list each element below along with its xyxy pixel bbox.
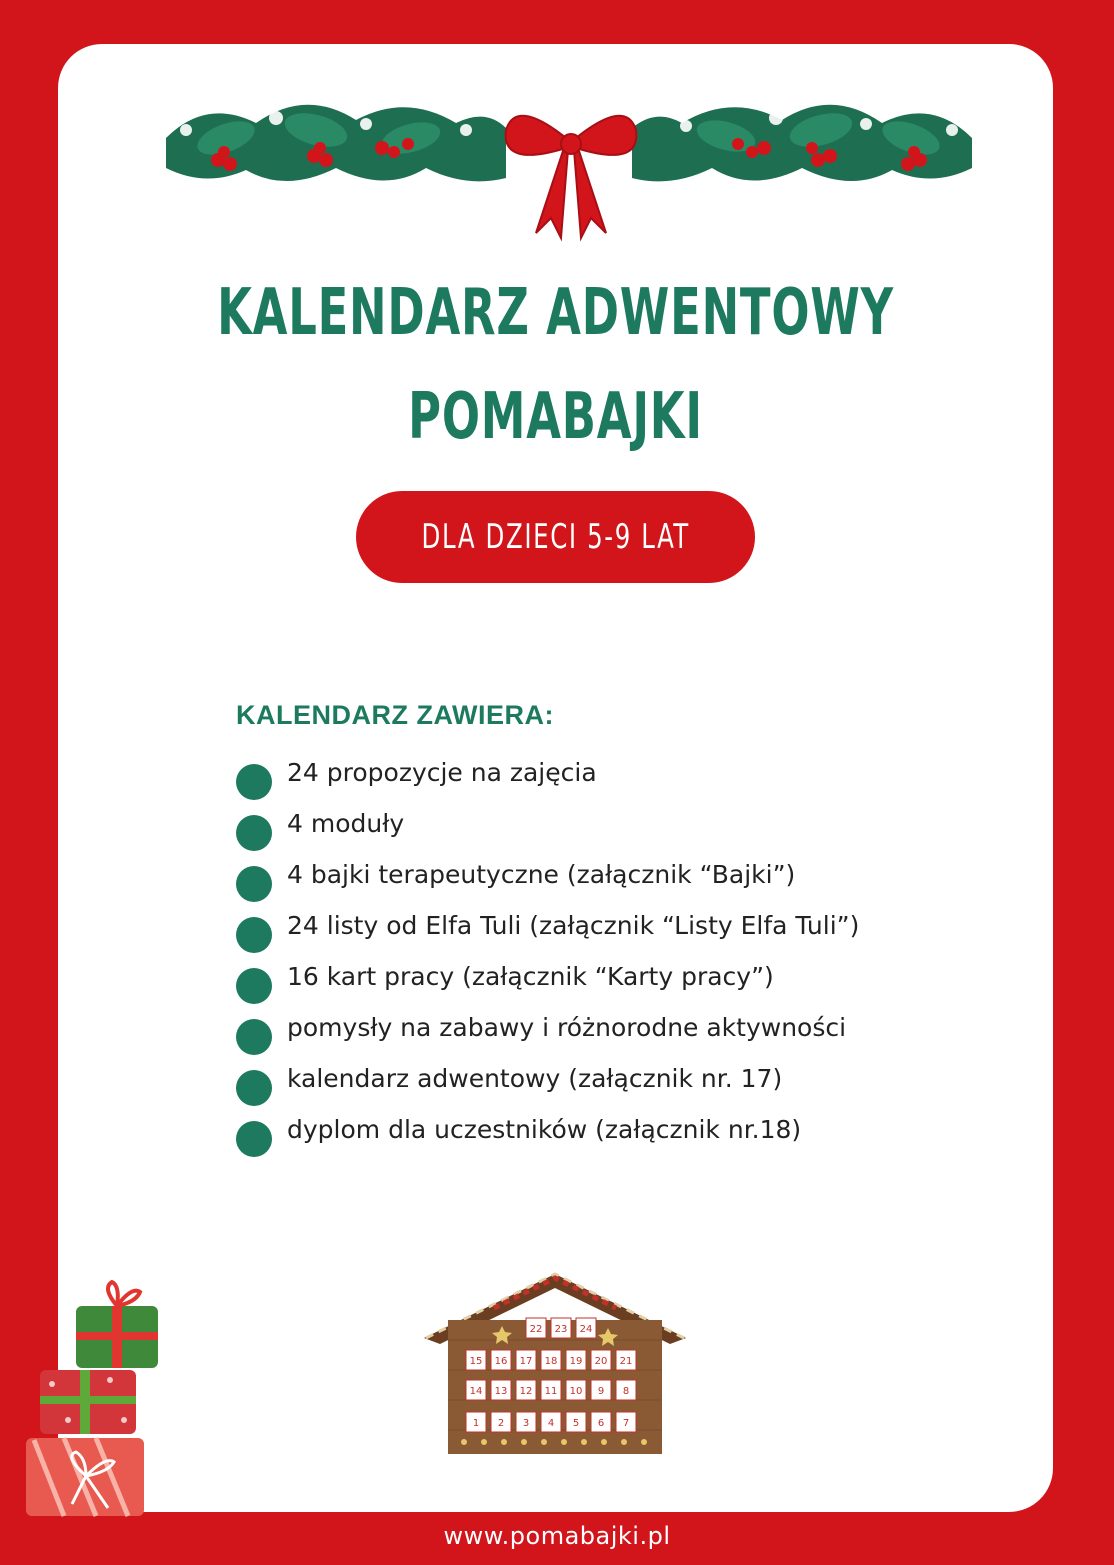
- calendar-day: 11: [544, 1386, 558, 1397]
- calendar-day: 2: [497, 1418, 505, 1429]
- calendar-day: 4: [547, 1418, 555, 1429]
- footer-url[interactable]: www.pomabajki.pl: [443, 1522, 671, 1550]
- calendar-day: 1: [472, 1418, 480, 1429]
- calendar-day: 21: [619, 1356, 633, 1367]
- bullet-dot-icon: [236, 764, 272, 800]
- bullet-dot-icon: [236, 815, 272, 851]
- age-badge: [356, 491, 755, 583]
- list-heading: KALENDARZ ZAWIERA:: [236, 700, 554, 730]
- page-title-brand: POMABAJKI: [408, 380, 703, 454]
- red-bow-icon: [506, 116, 637, 238]
- bullet-dot-icon: [236, 968, 272, 1004]
- calendar-day: 7: [622, 1418, 630, 1429]
- bullet-dot-icon: [236, 1070, 272, 1106]
- age-badge-label: DLA DZIECI 5-9 LAT: [421, 517, 690, 557]
- calendar-day: 13: [494, 1386, 508, 1397]
- calendar-day: 17: [519, 1356, 533, 1367]
- bullet-dot-icon: [236, 917, 272, 953]
- advent-house-icon: [424, 1270, 686, 1456]
- calendar-day: 12: [519, 1386, 533, 1397]
- calendar-day: 19: [569, 1356, 583, 1367]
- list-item: kalendarz adwentowy (załącznik nr. 17): [236, 1062, 859, 1113]
- calendar-day: 18: [544, 1356, 558, 1367]
- calendar-day: 16: [494, 1356, 508, 1367]
- list-item: 4 moduły: [236, 807, 859, 858]
- holly-garland-icon: [166, 68, 972, 248]
- calendar-day: 5: [572, 1418, 580, 1429]
- gift-stack-icon: [24, 1280, 164, 1520]
- list-item: pomysły na zabawy i różnorodne aktywności: [236, 1011, 859, 1062]
- page-card: [58, 44, 1053, 1512]
- calendar-day: 3: [522, 1418, 530, 1429]
- list-item: 16 kart pracy (załącznik “Karty pracy”): [236, 960, 859, 1011]
- list-item: 24 listy od Elfa Tuli (załącznik “Listy Elfa Tuli”): [236, 909, 859, 960]
- calendar-day: 6: [597, 1418, 605, 1429]
- calendar-day: 24: [579, 1324, 593, 1335]
- list-item: dyplom dla uczestników (załącznik nr.18): [236, 1113, 859, 1164]
- bullet-dot-icon: [236, 1121, 272, 1157]
- page-title: KALENDARZ ADWENTOWY: [217, 276, 894, 350]
- calendar-day: 10: [569, 1386, 583, 1397]
- bullet-dot-icon: [236, 1019, 272, 1055]
- calendar-day: 15: [469, 1356, 483, 1367]
- calendar-day: 23: [554, 1324, 568, 1335]
- list-item: 24 propozycje na zajęcia: [236, 756, 859, 807]
- calendar-day: 9: [597, 1386, 605, 1397]
- calendar-day: 22: [529, 1324, 543, 1335]
- calendar-day: 14: [469, 1386, 483, 1397]
- bullet-dot-icon: [236, 866, 272, 902]
- contents-list: [236, 756, 859, 1164]
- calendar-day: 20: [594, 1356, 608, 1367]
- list-item: 4 bajki terapeutyczne (załącznik “Bajki”): [236, 858, 859, 909]
- calendar-day: 8: [622, 1386, 630, 1397]
